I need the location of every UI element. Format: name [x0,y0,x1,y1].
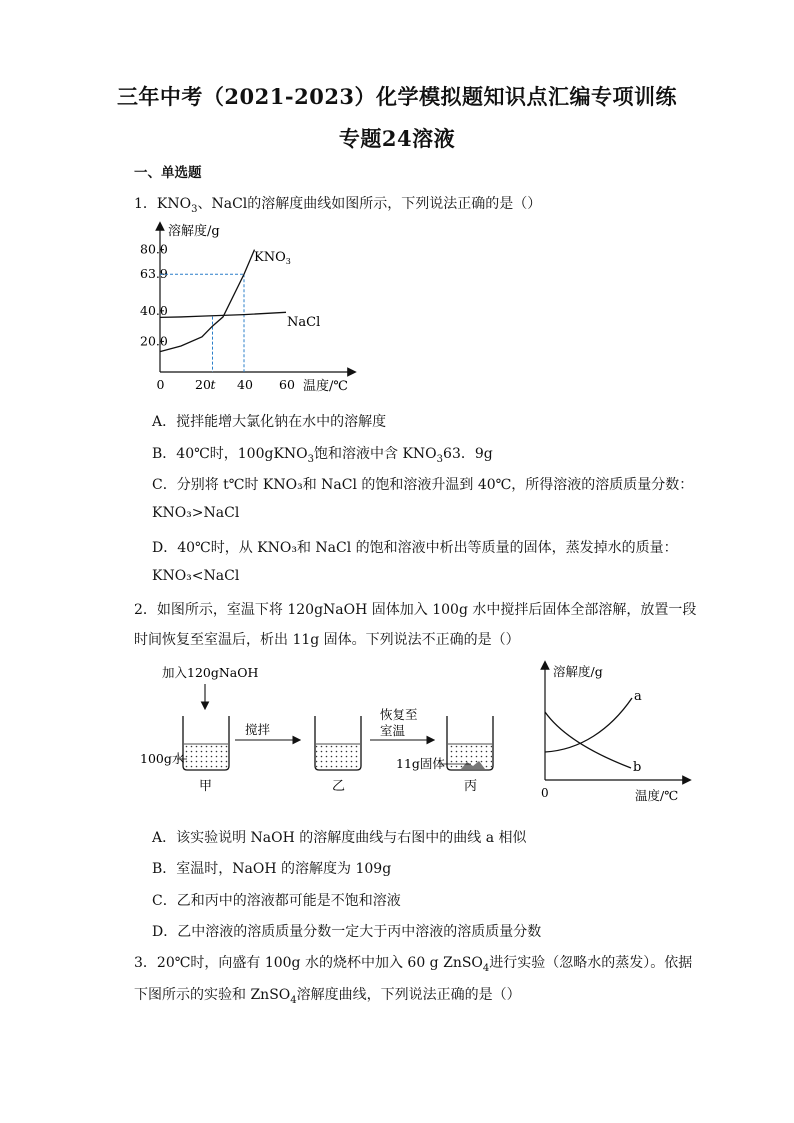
q1-option-b[interactable]: B．40℃时，100gKNO$_3$饱和溶液中含 $KNO_363$．9g [152,446,493,465]
stir-label: 搅拌 [245,722,271,737]
curve-chart-xlabel: 温度/℃ [635,788,679,803]
q2-option-b[interactable]: B．室温时，NaOH 的溶解度为 109g [152,861,392,877]
q2-option-a[interactable]: A．该实验说明 NaOH 的溶解度曲线与右图中的曲线 a 相似 [152,830,527,846]
curve-chart-ylabel: 溶解度/g [553,664,603,679]
curve-b-label: b [633,760,642,775]
q2-option-d[interactable]: D．乙中溶液的溶质质量分数一定大于丙中溶液的溶质质量分数 [152,924,542,940]
x-axis-label: 温度/℃ [303,379,348,394]
q2-curve-chart [535,660,695,805]
curve-a-label: a [634,689,642,704]
q1-option-d[interactable]: D．40℃时，从 KNO₃和 NaCl 的饱和溶液中析出等质量的固体，蒸发掉水的质量： [152,540,678,556]
water-label: 100g水 [140,751,185,766]
beaker-bing-label: 丙 [464,779,478,794]
restore-label-2: 室温 [380,723,406,738]
section-heading: 一、单选题 [134,165,202,181]
x-tick-label: 60 [279,377,295,392]
q1-stem: 1．$KNO_3$、NaCl的溶解度曲线如图所示，下列说法正确的是（） [134,196,542,215]
add-naoh-label: 加入120gNaOH [162,665,259,680]
restore-label-1: 恢复至 [380,707,418,722]
y-axis-label: 溶解度/g [168,224,220,239]
q1-option-a[interactable]: A．搅拌能增大氯化钠在水中的溶解度 [152,414,387,430]
curve-a [545,698,632,752]
q3-stem-line2: 下图所示的实验和 ZnSO$_4$溶解度曲线，下列说法正确的是（） [134,987,521,1006]
beaker-yi-label: 乙 [332,779,346,794]
q1-solubility-chart [140,220,360,400]
kno3-curve [160,250,255,352]
beaker-yi [315,716,361,770]
x-tick-label: 20 [195,377,211,392]
doc-title-line1: 三年中考（2021-2023）化学模拟题知识点汇编专项训练 [116,84,678,109]
beaker-jia [183,716,229,770]
x-tick-label: 0 [156,377,165,392]
kno3-label: $KNO_3$ [254,250,291,266]
y-tick-label: 20.0 [140,333,168,349]
doc-title-line2: 专题24溶液 [338,126,456,151]
x-tick-label: 40 [237,377,253,392]
curve-chart-origin: 0 [541,786,549,800]
nacl-label: NaCl [287,315,321,330]
q2-option-c[interactable]: C．乙和丙中的溶液都可能是不饱和溶液 [152,893,401,909]
q2-stem-line2: 时间恢复至室温后，析出 11g 固体。下列说法不正确的是（） [134,632,520,648]
beaker-bing [447,716,493,770]
x-tick-label: t [210,377,216,392]
y-tick-label: 80.0 [140,241,168,257]
solid-label: 11g固体 [396,756,445,771]
q3-stem-line1: 3．20℃时，向盛有 100g 水的烧杯中加入 60 g ZnSO$_4$进行实验（忽略水的蒸发）。依据 [134,955,693,974]
y-tick-label: 40.0 [140,302,168,318]
beaker-jia-label: 甲 [199,779,213,794]
q2-beaker-figure [135,660,515,800]
q2-stem-line1: 2．如图所示，室温下将 120gNaOH 固体加入 100g 水中搅拌后固体全部溶解，放置一段 [134,602,697,618]
y-tick-label: 63.9 [140,266,168,282]
q1-option-c[interactable]: C．分别将 t℃时 KNO₃和 NaCl 的饱和溶液升温到 40℃，所得溶液的溶质质量分数： [152,477,694,493]
q1-option-d-cont: KNO₃<NaCl [152,568,240,584]
q1-option-c-cont: KNO₃>NaCl [152,505,240,521]
